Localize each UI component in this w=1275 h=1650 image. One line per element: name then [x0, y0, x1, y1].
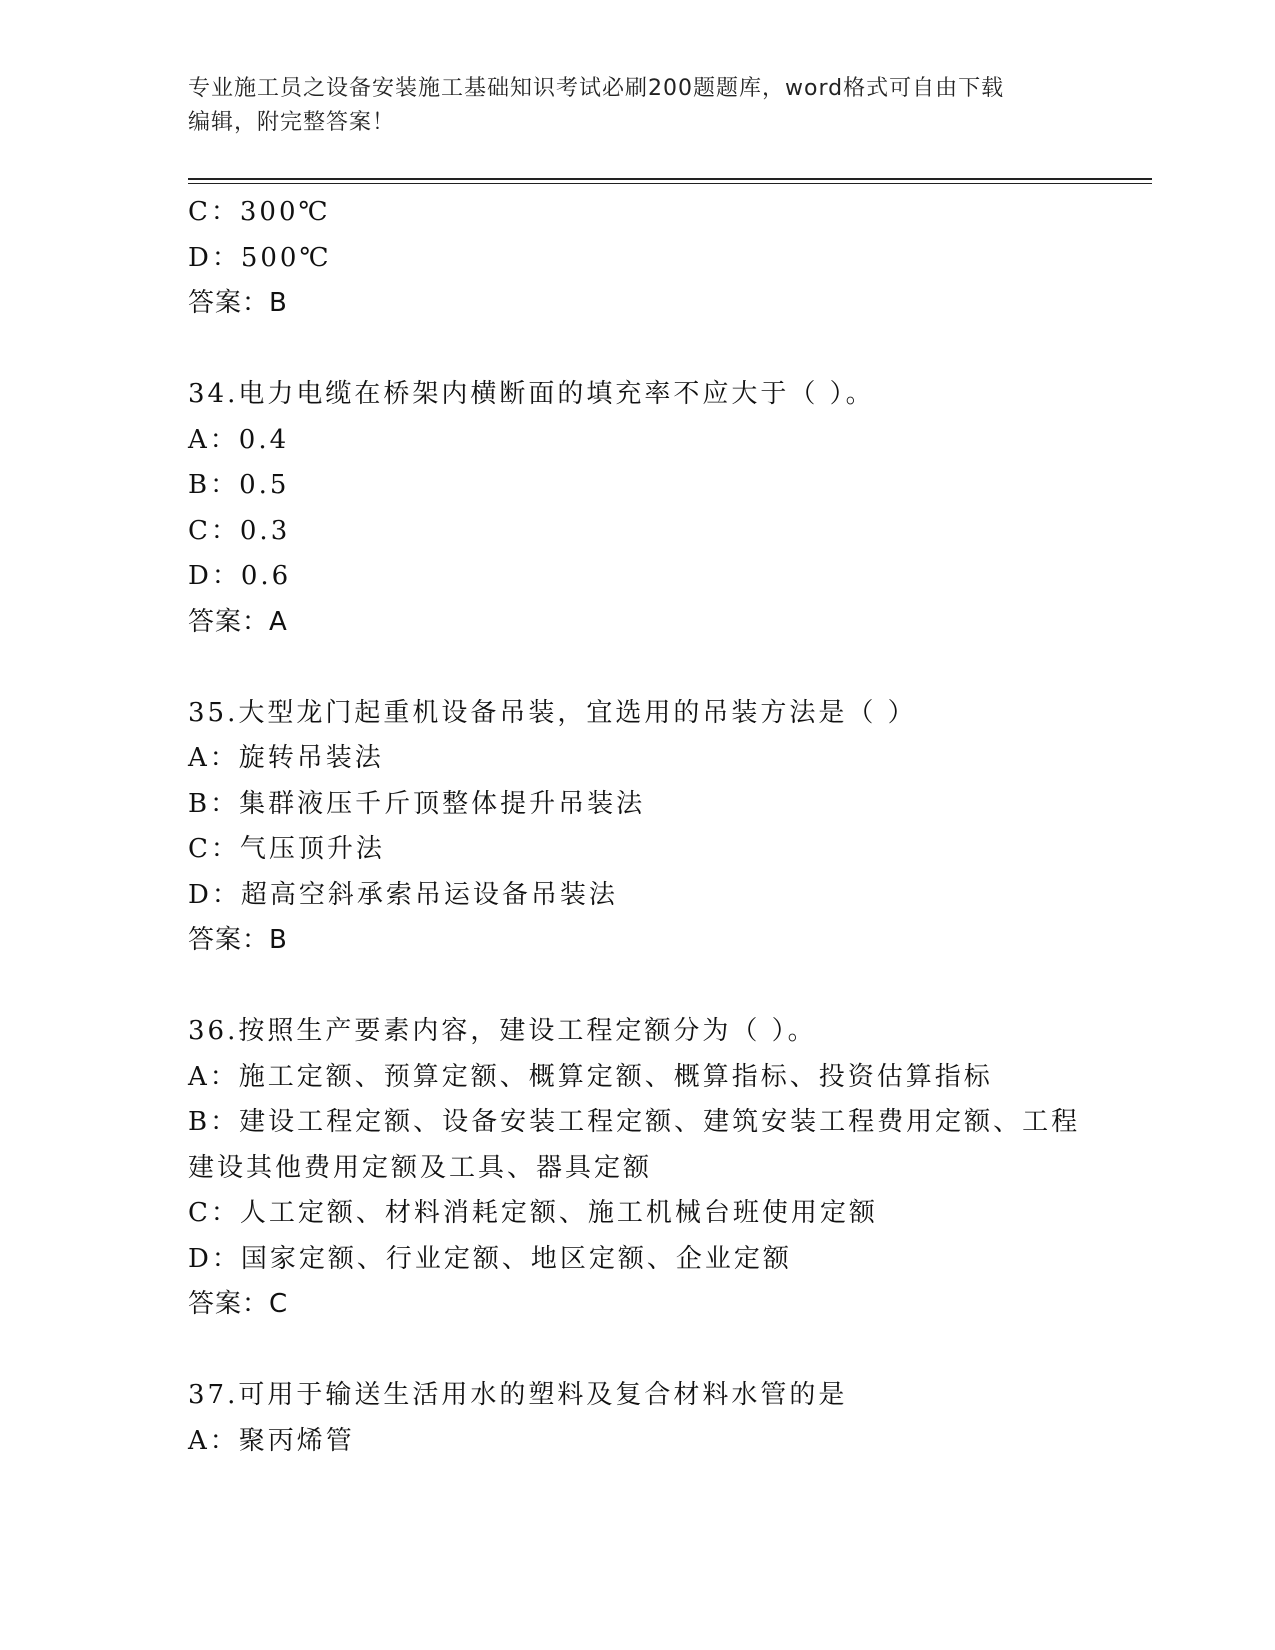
question-list — [188, 190, 1088, 1464]
answer-line: 答案：C — [188, 1289, 289, 1319]
header-divider — [188, 178, 1152, 180]
question-stem-34: 34.电力电缆在桥架内横断面的填充率不应大于（ ）。 — [188, 379, 875, 409]
option-c: C：气压顶升法 — [188, 834, 385, 864]
option-c: C：人工定额、材料消耗定额、施工机械台班使用定额 — [188, 1198, 878, 1228]
option-a: A：旋转吊装法 — [188, 743, 384, 773]
option-b: B：建设工程定额、设备安装工程定额、建筑安装工程费用定额、工程 — [188, 1107, 1081, 1137]
option-a: A：聚丙烯管 — [188, 1425, 355, 1456]
header-title-line-1: 专业施工员之设备安装施工基础知识考试必刷200题题库，word格式可自由下载 — [188, 76, 1005, 101]
option-d: D：超高空斜承索吊运设备吊装法 — [188, 879, 618, 910]
header-divider-thin — [188, 183, 1152, 184]
answer-line: 答案：A — [188, 606, 288, 637]
header-title-line-2: 编辑，附完整答案！ — [188, 110, 396, 135]
question-stem-36: 36.按照生产要素内容，建设工程定额分为（ ）。 — [188, 1016, 817, 1046]
document-header — [188, 72, 1068, 140]
option-b-continued: 建设其他费用定额及工具、器具定额 — [188, 1152, 653, 1183]
spacer — [188, 1328, 1088, 1374]
option-d: D：国家定额、行业定额、地区定额、企业定额 — [188, 1243, 792, 1274]
option-b: B：集群液压千斤顶整体提升吊装法 — [188, 788, 646, 819]
answer-line: 答案：B — [188, 925, 288, 955]
option-b: B：0.5 — [188, 470, 290, 500]
spacer — [188, 964, 1088, 1010]
option-a: A：施工定额、预算定额、概算定额、概算指标、投资估算指标 — [188, 1061, 993, 1092]
spacer — [188, 645, 1088, 691]
option-d: D：500℃ — [188, 242, 332, 273]
option-a: A：0.4 — [188, 424, 290, 455]
question-stem-37: 37.可用于输送生活用水的塑料及复合材料水管的是 — [188, 1380, 848, 1410]
option-c: C：0.3 — [188, 515, 291, 546]
option-d: D：0.6 — [188, 561, 292, 591]
spacer — [188, 327, 1088, 373]
option-c: C：300℃ — [188, 197, 331, 227]
question-stem-35: 35.大型龙门起重机设备吊装，宜选用的吊装方法是（ ） — [188, 697, 917, 728]
answer-line: 答案：B — [188, 288, 288, 318]
